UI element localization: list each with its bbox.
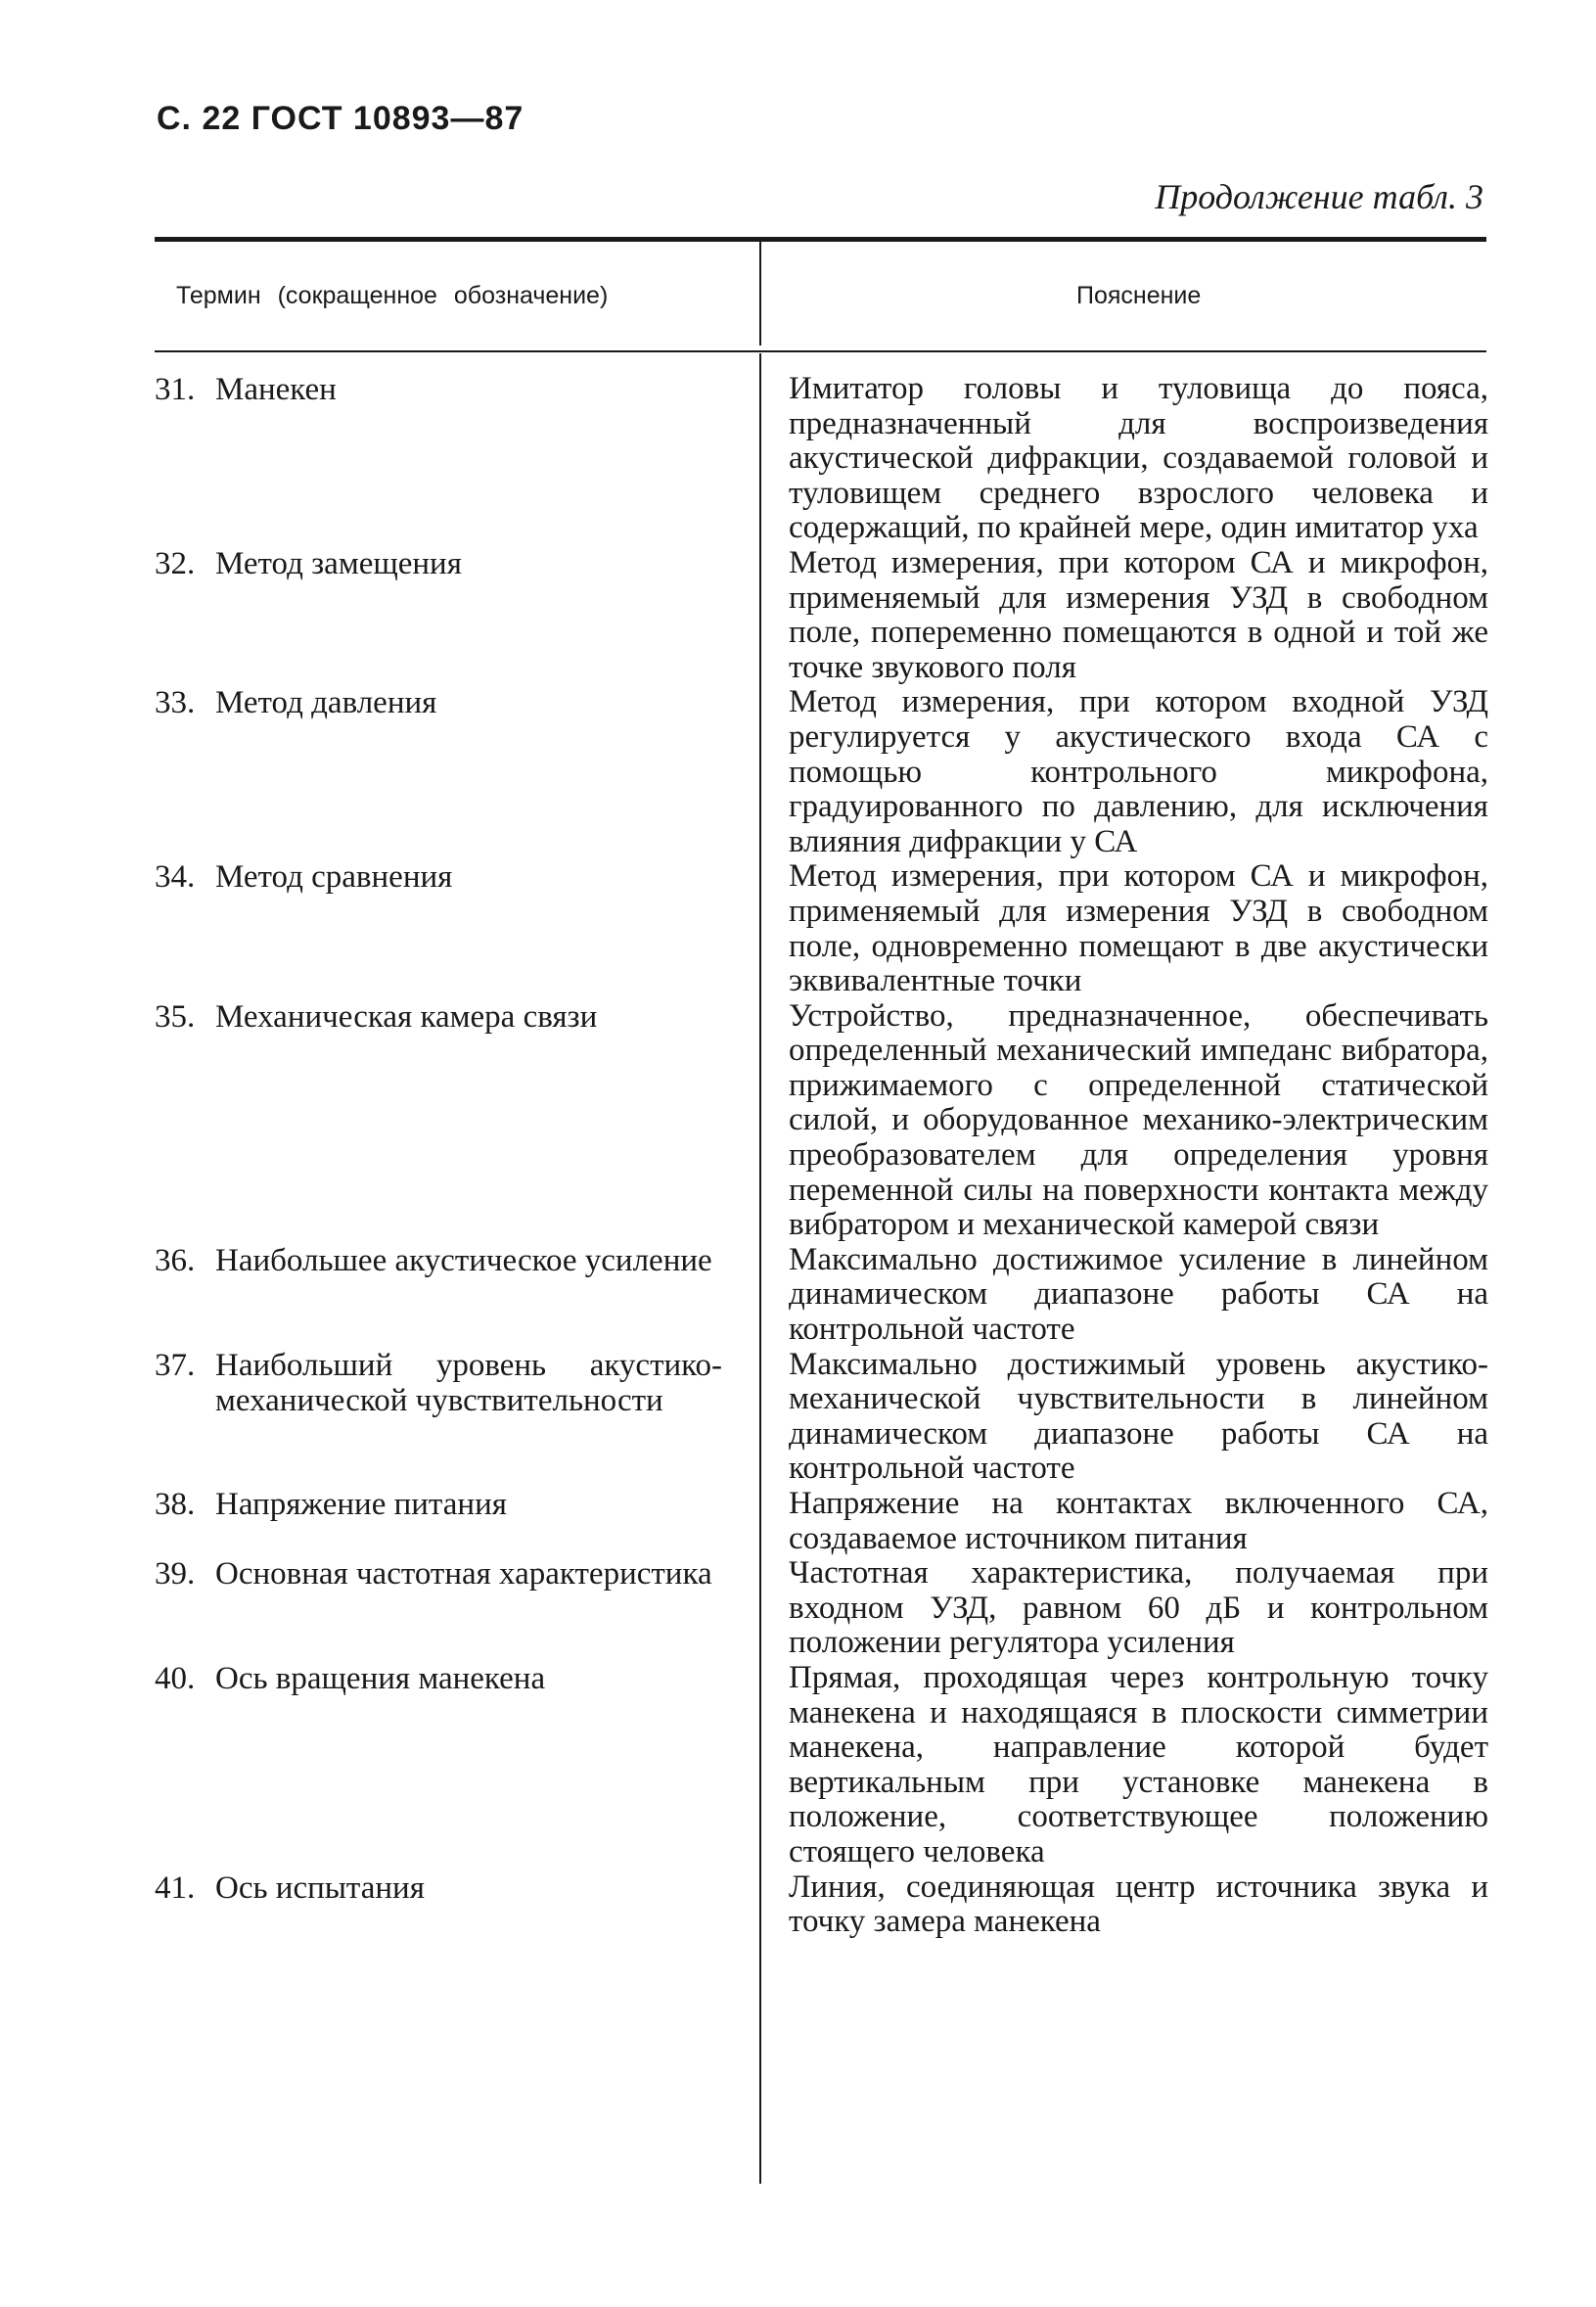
term-cell (155, 859, 722, 895)
term-number: 41. (155, 1869, 196, 1906)
term-number: 31. (155, 372, 196, 407)
explanation-text: Максимально достижимый уровень акустико-механической чувствительности в линейном динамическом диапазоне работы СА на контрольной частоте (789, 1346, 1488, 1487)
table-header-rule (155, 350, 1486, 352)
explanation-text: Метод измерения, при котором СА и микрофон, применяемый для измерения УЗД в свободном поле, попеременно помещаются в одной и той же точке звукового поля (789, 544, 1488, 685)
table-body (155, 372, 1488, 1940)
term-number: 39. (155, 1556, 196, 1592)
table-row (155, 1870, 1488, 1940)
term-number: 40. (155, 1660, 196, 1696)
term-number: 33. (155, 685, 196, 721)
term-text: Механическая камера связи (215, 998, 598, 1035)
term-cell (155, 1487, 722, 1522)
column-header-term: Термин (сокращенное обозначение) (176, 282, 609, 309)
term-text: Основная частотная характеристика (215, 1556, 712, 1592)
term-text: Ось испытания (215, 1869, 425, 1906)
explanation-text: Максимально достижимое усиление в линейном динамическом диапазоне работы СА на контрольной частоте (789, 1241, 1488, 1348)
column-header-explanation: Пояснение (1076, 282, 1202, 309)
term-text: Метод давления (215, 685, 437, 721)
term-cell (155, 685, 722, 720)
term-cell (155, 546, 722, 581)
term-number: 38. (155, 1487, 196, 1522)
term-cell (155, 1348, 722, 1418)
table-row (155, 859, 1488, 998)
table-row (155, 1487, 1488, 1556)
table-top-rule (155, 237, 1486, 242)
table-continuation-label: Продолжение табл. 3 (1155, 177, 1483, 216)
term-text: Ось вращения манекена (215, 1660, 546, 1696)
table-row (155, 685, 1488, 859)
table-row (155, 1243, 1488, 1348)
term-text: Метод сравнения (215, 859, 453, 896)
term-text: Наибольшее акустическое усиление (215, 1242, 712, 1278)
table-row (155, 546, 1488, 685)
term-number: 37. (155, 1347, 196, 1383)
term-number: 34. (155, 859, 196, 896)
term-number: 35. (155, 998, 196, 1035)
term-text: Манекен (215, 372, 337, 407)
table-row (155, 372, 1488, 546)
term-text: Метод замещения (215, 545, 462, 581)
table-row (155, 1348, 1488, 1487)
explanation-text: Напряжение на контактах включенного СА, создаваемое источником питания (789, 1486, 1488, 1556)
explanation-text: Частотная характеристика, получаемая при входном УЗД, равном 60 дБ и контрольном положении регулятора усиления (789, 1555, 1488, 1661)
term-cell (155, 372, 722, 407)
explanation-text: Метод измерения, при котором СА и микрофон, применяемый для измерения УЗД в свободном поле, одновременно помещают в две акустически эквивалентные точки (789, 858, 1488, 999)
column-divider (759, 242, 761, 346)
term-cell (155, 1870, 722, 1906)
table-row (155, 999, 1488, 1243)
term-cell (155, 999, 722, 1035)
explanation-text: Линия, соединяющая центр источника звука и точку замера манекена (789, 1869, 1488, 1940)
explanation-text: Имитатор головы и туловища до пояса, предназначенный для воспроизведения акустической дифракции, создаваемой головой и туловищем среднего взрослого человека и содержащий, по крайней мере, один имитатор уха (789, 371, 1488, 546)
table-row (155, 1661, 1488, 1870)
explanation-text: Устройство, предназначенное, обеспечивать определенный механический импеданс вибратора, прижимаемого с определенной статической силой, и оборудованное механико-электрическим преобразователем для определения уровня переменной силы на поверхности контакта между вибратором и механической камерой связи (789, 997, 1488, 1243)
page-header: С. 22 ГОСТ 10893—87 (157, 100, 524, 137)
term-number: 32. (155, 545, 196, 581)
table-row (155, 1556, 1488, 1661)
explanation-text: Метод измерения, при котором входной УЗД регулируется у акустического входа СА с помощью контрольного микрофона, градуированного по давлению, для исключения влияния дифракции у СА (789, 684, 1488, 859)
term-number: 36. (155, 1242, 196, 1278)
term-cell (155, 1556, 722, 1592)
term-text: Напряжение питания (215, 1487, 507, 1522)
term-text: Наибольший уровень акустико-механической чувствительности (215, 1347, 722, 1418)
explanation-text: Прямая, проходящая через контрольную точку манекена и находящаяся в плоскости симметрии манекена, направление которой будет вертикальным при установке манекена в положение, соответствующее положению стоящего человека (789, 1659, 1488, 1869)
term-cell (155, 1243, 722, 1278)
term-cell (155, 1661, 722, 1696)
